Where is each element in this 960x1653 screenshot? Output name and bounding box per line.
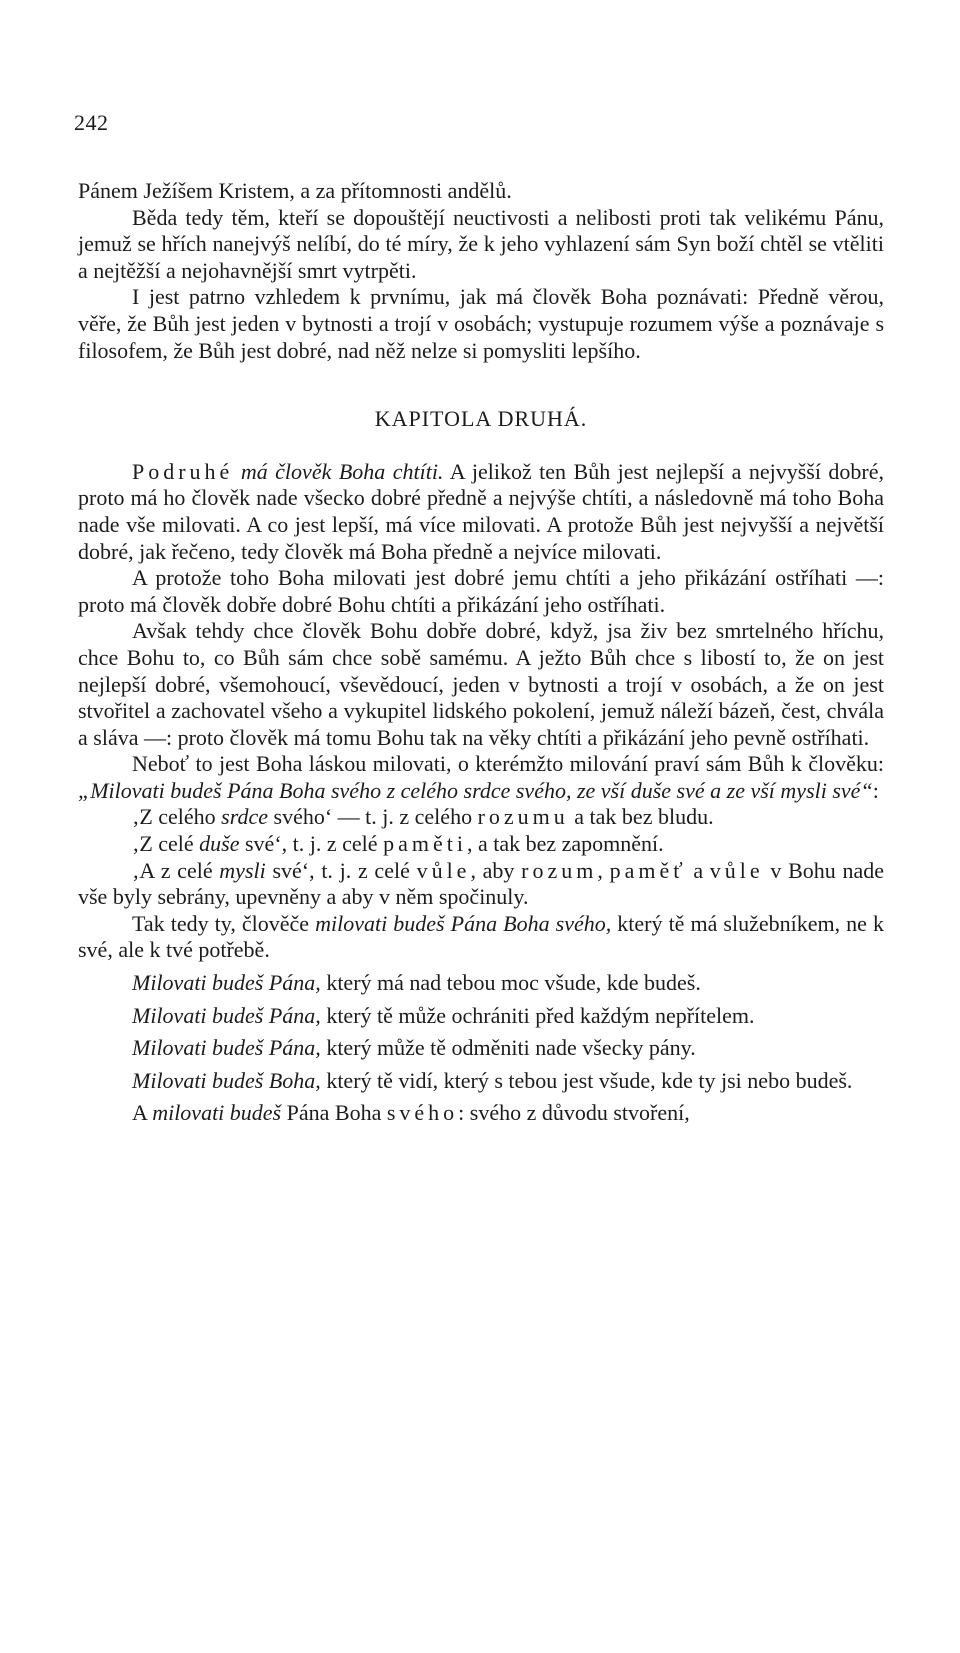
- paragraph: [78, 205, 884, 285]
- spaced-text: rozumu: [477, 804, 569, 830]
- text-segment: A protože toho Boha milovati jest dobré jemu chtíti a jeho přikázání ostříhati —: proto má člověk dobře dobré Bohu chtíti a přikázání jeho ostříhati.: [78, 565, 884, 617]
- text-segment: ‚A z celé: [132, 857, 220, 883]
- italic-text: „Milovati budeš Pána Boha svého z celého srdce svého, ze vší duše své a ze vší mysli své“: [78, 777, 873, 803]
- text-segment: [233, 459, 240, 484]
- italic-text: Milovati budeš Boha,: [132, 1067, 321, 1093]
- paragraph: [78, 565, 884, 618]
- paragraph: [78, 831, 884, 858]
- paragraph: [78, 911, 884, 964]
- spaced-text: rozum: [521, 857, 598, 883]
- paragraph: [78, 858, 884, 911]
- text-segment: který tě může ochrániti před každým nepřítelem.: [320, 1002, 755, 1028]
- text-segment: Pánem Ježíšem Kristem, a za přítomnosti andělů.: [78, 178, 512, 203]
- text-segment: :: [872, 777, 879, 803]
- paragraph: [78, 178, 884, 205]
- text-segment: , a tak bez zapomnění.: [466, 831, 664, 857]
- text-segment: který tě má služebníkem, ne k své, ale k tvé potřebě.: [78, 910, 884, 963]
- paragraph: [78, 1100, 884, 1127]
- paragraph: [78, 751, 884, 804]
- text-segment: který tě vidí, který s tebou jest všude, kde ty jsi nebo budeš.: [320, 1067, 853, 1093]
- spaced-text: vůle: [709, 857, 764, 883]
- text-segment: KAPITOLA DRUHÁ.: [374, 406, 588, 432]
- paragraph: [78, 618, 884, 751]
- text-segment: a tak bez bludu.: [568, 804, 714, 830]
- chapter-heading: [78, 406, 884, 433]
- text-segment: který má nad tebou moc všude, kde budeš.: [320, 970, 701, 996]
- text-segment: a: [686, 857, 710, 883]
- text-segment: , aby: [470, 857, 522, 883]
- paragraph: [78, 1003, 884, 1030]
- italic-text: milovati budeš Pána Boha svého,: [315, 910, 612, 936]
- text-segment: své‘, t. j. z celé: [265, 857, 417, 883]
- text-segment: : svého z důvodu stvoření,: [458, 1100, 690, 1126]
- italic-text: má člověk Boha chtíti.: [240, 458, 444, 484]
- text-segment: Avšak tehdy chce člověk Bohu dobře dobré, když, jsa živ bez smrtelného hříchu, chce Bohu to, co Bůh sám chce sobě samému. A ježto Bůh chce s libostí to, že on jest nejlepší dobré, všemohoucí, vševědoucí, jeden v bytnosti a trojí v osobách, a že on jest stvořitel a zachovatel všeho a vykupitel lidského pokolení, jemuž náleží bázeň, čest, chvála a sláva —: proto člověk má tomu Bohu tak na věky chtíti a přikázání jeho pevně ostříhati.: [78, 618, 884, 750]
- text-segment: v Bohu nade vše byly sebrány, upevněny a aby v něm spočinuly.: [78, 857, 885, 910]
- text-segment: svého‘ — t. j. z celého: [268, 804, 478, 830]
- italic-text: Milovati budeš Pána,: [132, 970, 321, 996]
- text-segment: Neboť to jest Boha láskou milovati, o kterémžto milování praví sám Bůh k člověku:: [132, 751, 884, 777]
- spaced-text: vůle: [416, 857, 471, 883]
- text-segment: Běda tedy těm, kteří se dopouštějí neuctivosti a nelibosti proti tak velikému Pánu, jemuž se hřích nanejvýš nelíbí, do té míry, že k jeho vyhlazení sám Syn boží chtěl se vtěliti a nejtěžší a nejohavnější smrt vytrpěti.: [78, 204, 884, 283]
- italic-text: milovati budeš: [152, 1100, 282, 1126]
- text-segment: který může tě odměniti nade všecky pány.: [320, 1035, 696, 1061]
- text-segment: I jest patrno vzhledem k prvnímu, jak má člověk Boha poznávati: Předně věrou, věře, že Bůh jest jeden v bytnosti a trojí v osobách; vystupuje rozumem výše a poznávaje s filosofem, že Bůh jest dobré, nad něž nelze si pomysliti lepšího.: [78, 284, 884, 363]
- text-segment: své‘, t. j. z celé: [239, 831, 384, 857]
- italic-text: Milovati budeš Pána,: [132, 1002, 321, 1028]
- italic-text: srdce: [221, 804, 269, 830]
- text-segment: A jelikož ten Bůh jest nejlepší a nejvyšší dobré, proto má ho člověk nade všecko dobré předně a nejvýše chtíti, a následovně má toho Boha nade vše milovati. A co jest lepší, má více milovati. A protože Bůh jest nejvyšší a největší dobré, jak řečeno, tedy člověk má Boha předně a nejvíce milovati.: [78, 458, 885, 564]
- paragraph: [78, 970, 884, 997]
- paragraph: [78, 284, 884, 364]
- paragraph: [78, 804, 884, 831]
- page-text: [78, 178, 884, 1127]
- spaced-text: svého: [386, 1100, 459, 1126]
- italic-text: Milovati budeš Pána,: [132, 1035, 321, 1061]
- spaced-text: Podruhé: [132, 458, 234, 484]
- spaced-text: paměti: [383, 831, 467, 857]
- italic-text: duše: [199, 831, 240, 857]
- text-segment: Pána Boha: [281, 1100, 387, 1126]
- text-segment: Tak tedy ty, člověče: [132, 910, 316, 936]
- paragraph: [78, 1035, 884, 1062]
- text-segment: ‚Z celé: [132, 831, 200, 857]
- page-number: 242: [74, 110, 109, 135]
- paragraph: [78, 459, 884, 565]
- text-segment: ,: [597, 857, 610, 883]
- spaced-text: paměť: [609, 857, 687, 883]
- paragraph: [78, 1068, 884, 1095]
- text-segment: ‚Z celého: [132, 804, 222, 830]
- italic-text: mysli: [219, 857, 266, 883]
- text-segment: A: [132, 1100, 153, 1126]
